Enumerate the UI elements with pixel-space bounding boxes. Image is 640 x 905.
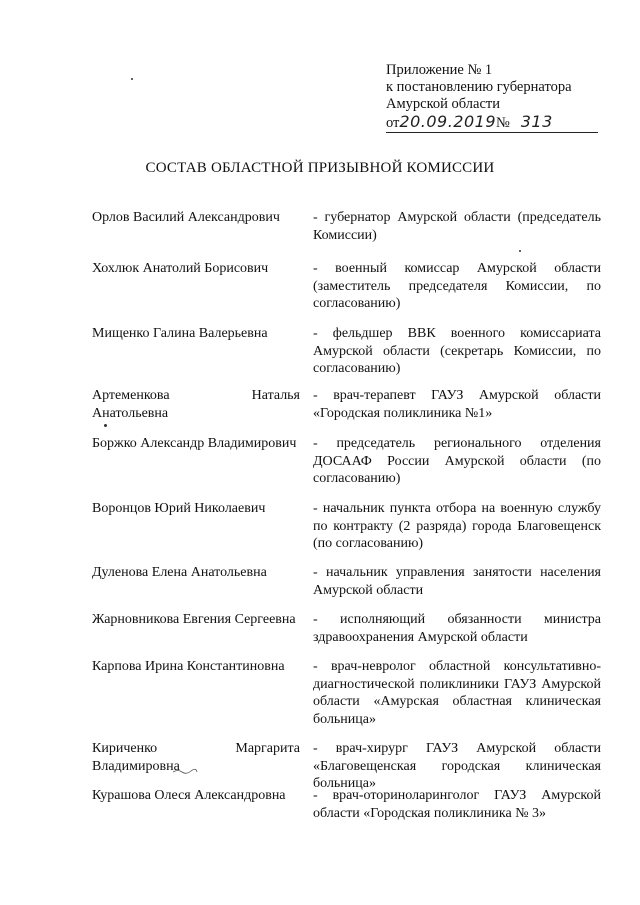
scan-scribble (172, 768, 198, 774)
handwritten-number: 313 (520, 112, 553, 131)
member-name: Воронцов Юрий Николаевич (92, 501, 266, 516)
appendix-decree-ref: к постановлению губернатора (386, 79, 572, 95)
member-name: Дуленова Елена Анатольевна (92, 565, 267, 580)
appendix-region: Амурской области (386, 96, 500, 112)
member-role: - губернатор Амурской области (председатель Комиссии) (313, 210, 601, 243)
member-role: - фельдшер ВВК военного комиссариата Амурской области (секретарь Комиссии, по согласованию) (313, 326, 601, 376)
member-role: - врач-терапевт ГАУЗ Амурской области «Городская поликлиника №1» (313, 388, 601, 421)
scan-speck (519, 250, 521, 252)
member-role: - начальник пункта отбора на военную службу по контракту (2 разряда) города Благовещенск (по согласованию) (313, 501, 601, 551)
date-prefix: от (386, 115, 400, 131)
member-role: - врач-оториноларинголог ГАУЗ Амурской области «Городская поликлиника № 3» (313, 788, 601, 821)
scan-speck (104, 424, 107, 427)
member-name: Курашова Олеся Александровна (92, 788, 286, 803)
member-name: Мищенко Галина Валерьевна (92, 326, 268, 341)
member-name: Кириченко Маргарита Владимировна (92, 741, 300, 774)
member-role: - врач-невролог областной консультативно-диагностической поликлиники ГАУЗ Амурской области «Амурская областная клиническая больница» (313, 659, 601, 727)
document-title: СОСТАВ ОБЛАСТНОЙ ПРИЗЫВНОЙ КОМИССИИ (145, 160, 495, 176)
member-name: Жарновникова Евгения Сергеевна (92, 612, 296, 627)
handwritten-date: 20.09.2019 (399, 112, 497, 131)
member-role: - председатель регионального отделения ДОСААФ России Амурской области (по согласованию) (313, 436, 601, 486)
appendix-number: Приложение № 1 (386, 62, 493, 78)
member-name: Хохлюк Анатолий Борисович (92, 261, 269, 276)
member-role: - начальник управления занятости населения Амурской области (313, 565, 601, 598)
member-name: Артеменкова Наталья Анатольевна (92, 388, 300, 421)
member-role: - военный комиссар Амурской области (заместитель председателя Комиссии, по согласованию) (313, 261, 601, 311)
scan-speck (131, 78, 133, 80)
member-role: - исполняющий обязанности министра здравоохранения Амурской области (313, 612, 601, 645)
member-name: Карпова Ирина Константиновна (92, 659, 285, 674)
member-role: - врач-хирург ГАУЗ Амурской области «Благовещенская городская клиническая больница» (313, 741, 601, 791)
member-name: Боржко Александр Владимирович (92, 436, 297, 451)
number-prefix: № (496, 115, 510, 131)
member-name: Орлов Василий Александрович (92, 210, 280, 225)
